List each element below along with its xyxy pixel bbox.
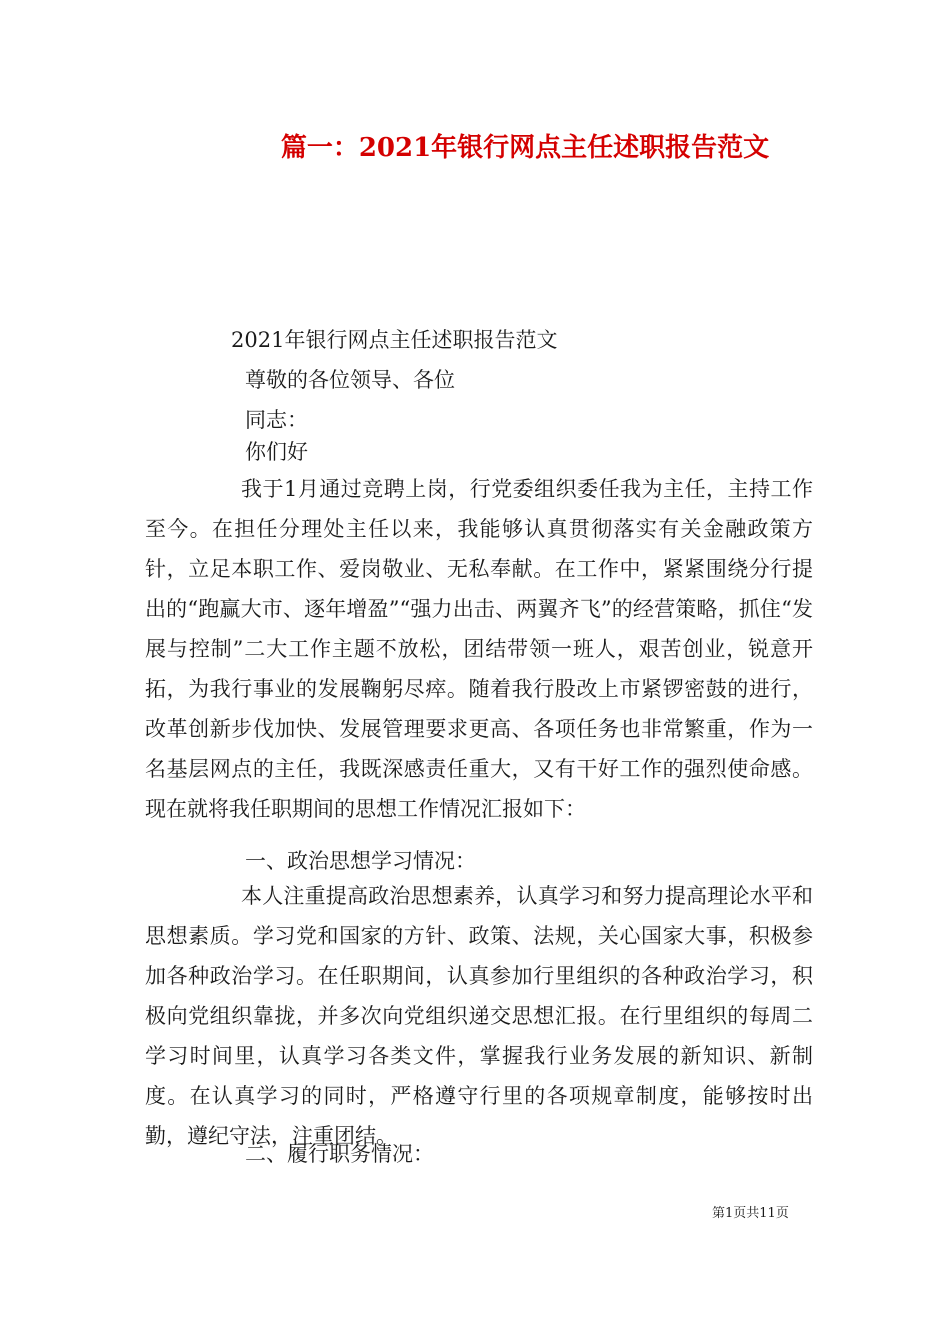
section-heading-2: 二、履行职务情况： [245,1142,434,1166]
document-subtitle: 2021年银行网点主任述职报告范文 [231,328,558,352]
page-indicator: 第1页共11页 [712,1206,789,1221]
salutation-line-2: 同志： [245,408,308,432]
greeting-line: 你们好 [245,440,308,464]
salutation-line-1: 尊敬的各位领导、各位 [245,368,455,392]
section-heading-1: 一、政治思想学习情况： [245,849,476,873]
body-paragraph-1: 我于1月通过竞聘上岗，行党委组织委任我为主任，主持工作至今。在担任分理处主任以来，我能够认真贯彻落实有关金融政策方针，立足本职工作、爱岗敬业、无私奉献。在工作中，紧紧围绕分行提出的“跑赢大市、逐年增盈”“强力出击、两翼齐飞”的经营策略，抓住“发展与控制”二大工作主题不放松，团结带领一班人，艰苦创业，锐意开拓，为我行事业的发展鞠躬尽瘁。随着我行股改上市紧锣密鼓的进行，改革创新步伐加快、发展管理要求更高、各项任务也非常繁重，作为一名基层网点的主任，我既深感责任重大，又有干好工作的强烈使命感。现在就将我任职期间的思想工作情况汇报如下： [145,477,813,821]
body-paragraph-2: 本人注重提高政治思想素养，认真学习和努力提高理论水平和思想素质。学习党和国家的方针、政策、法规，关心国家大事，积极参加各种政治学习。在任职期间，认真参加行里组织的各种政治学习，积极向党组织靠拢，并多次向党组织递交思想汇报。在行里组织的每周二学习时间里，认真学习各类文件，掌握我行业务发展的新知识、新制度。在认真学习的同时，严格遵守行里的各项规章制度，能够按时出勤，遵纪守法，注重团结。 [145,884,813,1148]
document-heading: 篇一：2021年银行网点主任述职报告范文 [280,133,770,163]
